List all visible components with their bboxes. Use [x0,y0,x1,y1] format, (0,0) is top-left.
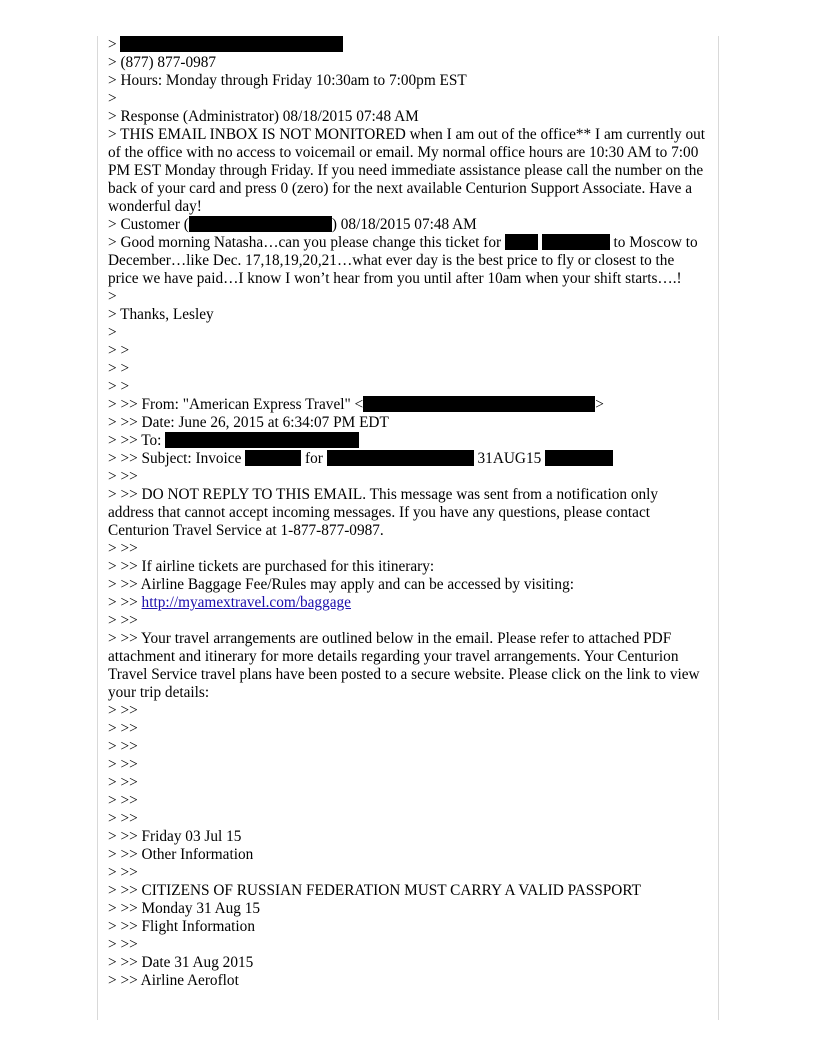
auto-reply-paragraph: > THIS EMAIL INBOX IS NOT MONITORED when I am out of the office** I am currently out of the office with no access to voicemail or email. My normal office hours are 10:30 AM to 7:00 PM EST Monday through Friday. If you need immediate assistance please call the number on the back of your card and press 0 (zero) for the next available Centurion Support Associate. Have a wonderful day! [108,126,706,215]
quote-line: > >> [108,864,138,881]
quote-line: > >> [108,702,138,719]
redaction-block [505,234,538,250]
baggage-intro: > >> If airline tickets are purchased for this itinerary: [108,558,435,575]
from-line: > >> From: "American Express Travel" < > [108,396,604,413]
customer-header: > Customer ( ) 08/18/2015 07:48 AM [108,216,477,233]
phone-line: > (877) 877-0987 [108,54,217,71]
notice-paragraph: > >> DO NOT REPLY TO THIS EMAIL. This message was sent from a notification only address that cannot accept incoming messages. If you have any questions, please contact Centurion Travel Service at 1-877-877-0987. [108,486,659,539]
quote-line: > >> [108,756,138,773]
flight-date: > >> Date 31 Aug 2015 [108,954,254,971]
quote-line: > > [108,360,130,377]
quote-line: > > [108,378,130,395]
quote-line: > >> [108,774,138,791]
quote-line: > >> [108,612,138,629]
redaction-block [245,450,301,466]
quote-line: > >> [108,738,138,755]
baggage-link[interactable]: http://myamextravel.com/baggage [141,594,351,611]
redaction-block [189,216,332,232]
redaction-block [120,36,343,52]
baggage-rules: > >> Airline Baggage Fee/Rules may apply and can be accessed by visiting: [108,576,574,593]
date-line: > >> Date: June 26, 2015 at 6:34:07 PM EDT [108,414,389,431]
quote-line: > >> [108,468,138,485]
baggage-link-line: > >> http://myamextravel.com/baggage [108,594,351,611]
to-line: > >> To: [108,432,706,450]
quote-line: > >> [108,720,138,737]
response-header: > Response (Administrator) 08/18/2015 07:48 AM [108,108,419,125]
quote-line: > > [108,342,130,359]
quote-line: > >> [108,540,138,557]
customer-message: > Good morning Natasha…can you please change this ticket for to Moscow to December…like Dec. 17,18,19,20,21…what ever day is the best price to fly or closest to the price we have paid…I know I won’t hear from you until after 10am when your shift starts….! [108,234,698,287]
email-body [108,36,706,990]
redaction-block [542,234,610,250]
quote-line: > >> [108,792,138,809]
quote-line: > [108,90,117,107]
quote-line: > >> [108,810,138,827]
redaction-block [165,432,359,448]
itinerary-section: > >> Flight Information [108,918,255,935]
signoff-line: > Thanks, Lesley [108,306,214,323]
quote-line: > [108,324,117,341]
quote-line: > >> [108,936,138,953]
quote-line: > [108,288,117,305]
flight-airline: > >> Airline Aeroflot [108,972,239,989]
redaction-block [545,450,613,466]
quote-line: > [108,36,706,54]
itinerary-date: > >> Friday 03 Jul 15 [108,828,242,845]
hours-line: > Hours: Monday through Friday 10:30am to 7:00pm EST [108,72,467,89]
itinerary-date: > >> Monday 31 Aug 15 [108,900,261,917]
redaction-block [363,396,595,412]
travel-paragraph: > >> Your travel arrangements are outlined below in the email. Please refer to attached PDF attachment and itinerary for more details regarding your travel arrangements. Your Centurion Travel Service travel plans have been posted to a secure website. Please click on the link to view your trip details: [108,630,700,701]
redaction-block [327,450,474,466]
itinerary-section: > >> Other Information [108,846,254,863]
passport-notice: > >> CITIZENS OF RUSSIAN FEDERATION MUST CARRY A VALID PASSPORT [108,882,641,899]
subject-line: > >> Subject: Invoice for 31AUG15 [108,450,706,468]
